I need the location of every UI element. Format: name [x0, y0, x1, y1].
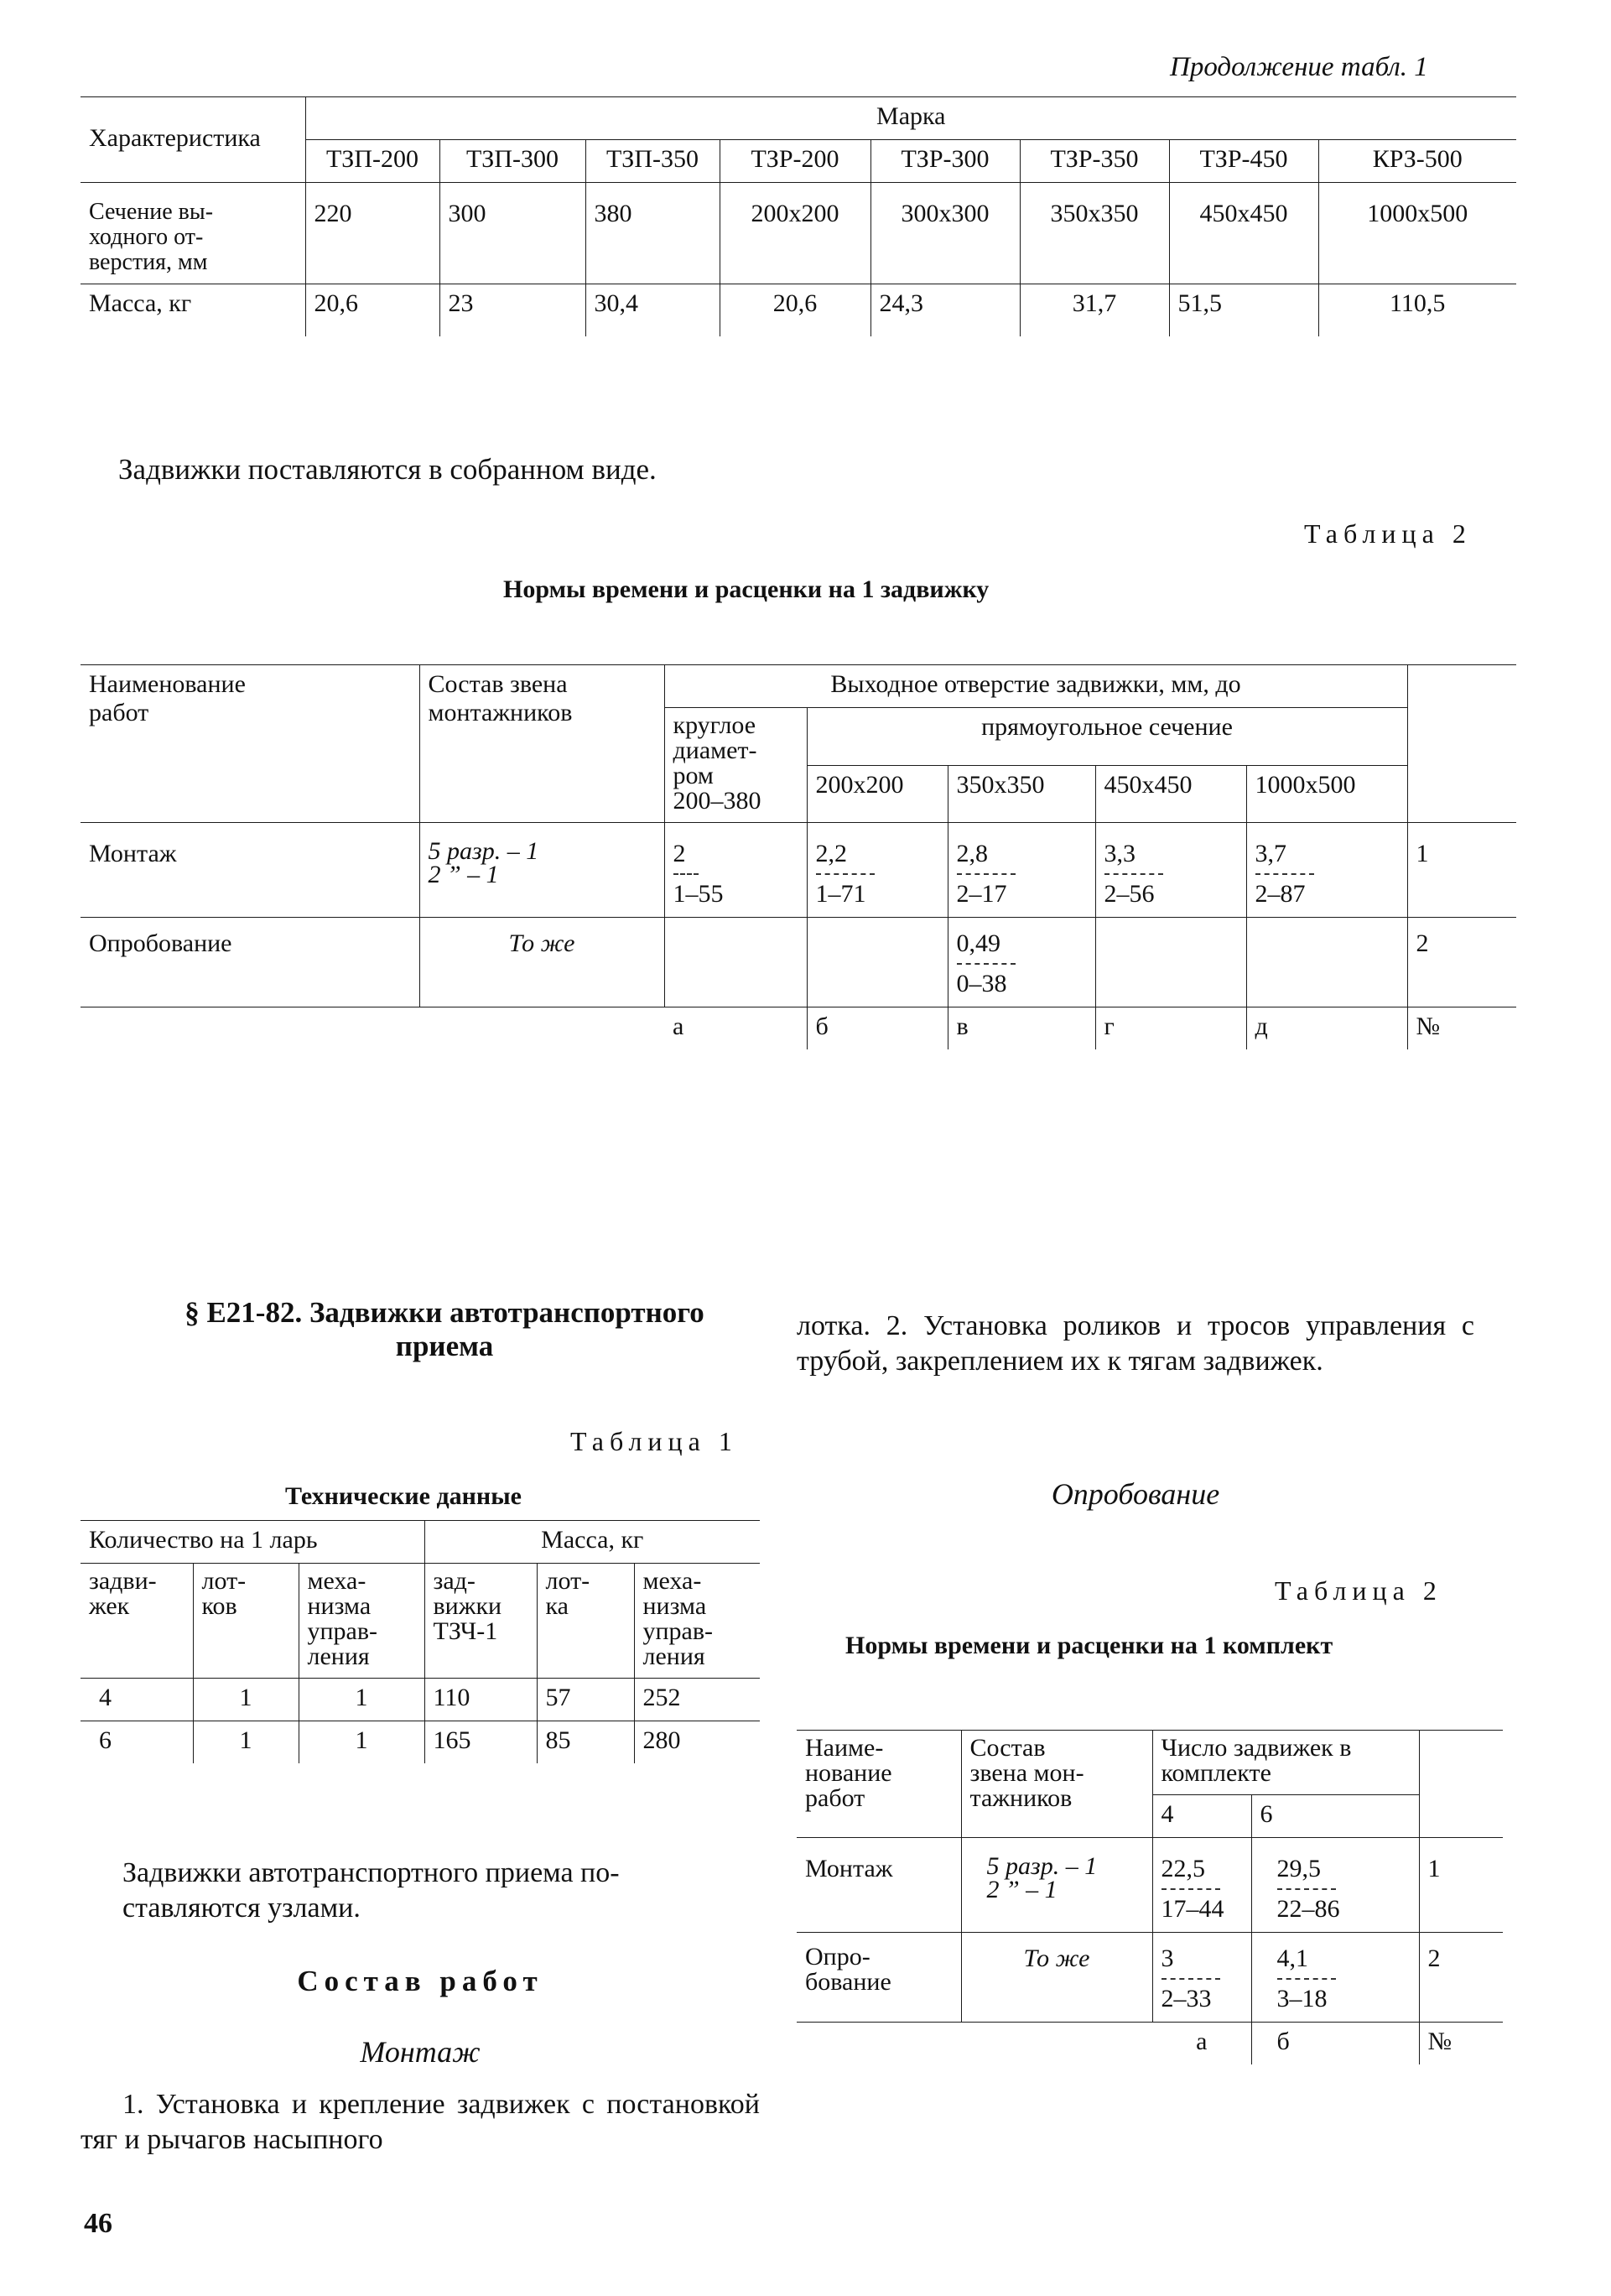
norm-rate: 1–55 — [673, 880, 724, 908]
col-letter: б — [1251, 2023, 1419, 2065]
table-cell: 110,5 — [1318, 284, 1516, 337]
norm-cell — [948, 918, 1095, 1007]
table-cell: 280 — [634, 1721, 760, 1764]
table-cell: 350x350 — [1020, 183, 1169, 284]
row-number: 2 — [1407, 918, 1516, 1007]
norm-cell — [1095, 918, 1246, 1007]
set-header-crew: Состав звена мон- тажников — [961, 1731, 1152, 1838]
table-cell: 252 — [634, 1679, 760, 1721]
delivery-note: Задвижки поставляются в собранном виде. — [118, 453, 657, 486]
tech-header-col: меха- низма управ- ления — [634, 1564, 760, 1679]
table-cell: 110 — [424, 1679, 537, 1721]
table-cell: 200x200 — [720, 183, 870, 284]
table-row — [797, 1838, 1503, 1933]
norm-time: 0,49 — [956, 929, 1000, 957]
mount-heading: Монтаж — [360, 2035, 481, 2069]
norm-cell — [1152, 1933, 1251, 2023]
norm-cell — [664, 918, 807, 1007]
brand-header: ТЗП-350 — [585, 140, 720, 183]
row-label: Масса, кг — [81, 284, 305, 337]
page-number: 46 — [84, 2208, 112, 2239]
row-crew: 5 разр. – 1 2 ” – 1 — [419, 823, 664, 918]
letter-blank — [797, 2023, 961, 2065]
table-cell: 85 — [537, 1721, 634, 1764]
set-header-work: Наиме- нование работ — [797, 1731, 961, 1838]
norm-time: 22,5 — [1161, 1855, 1205, 1882]
row-work: Монтаж — [81, 823, 419, 918]
norm-rate: 2–56 — [1104, 880, 1155, 908]
row-crew: 5 разр. – 1 2 ” – 1 — [961, 1838, 1152, 1933]
norm-time: 3 — [1161, 1945, 1174, 1972]
norm-time: 2,8 — [956, 840, 988, 867]
supply-note: Задвижки автотранспортного приема по- ставляются узлами. — [122, 1857, 620, 1924]
row-crew: То же — [961, 1933, 1152, 2023]
letter-blank — [961, 2023, 1152, 2065]
tech-header-col: лот- ков — [193, 1564, 299, 1679]
norm-rate: 17–44 — [1161, 1895, 1224, 1923]
table-row — [81, 918, 1516, 1007]
brand-header: ТЗП-300 — [439, 140, 585, 183]
norm-cell — [807, 823, 948, 918]
col-number-label: № — [1407, 1007, 1516, 1050]
table-cell: 23 — [439, 284, 585, 337]
norm-time: 3,3 — [1104, 840, 1135, 867]
tech-table — [81, 1520, 760, 1763]
norm-cell — [1246, 823, 1407, 918]
table2-caption-number: Таблица 2 — [1304, 518, 1472, 549]
table-cell: 220 — [305, 183, 439, 284]
norm-rate: 2–17 — [956, 880, 1007, 908]
brand-header: ТЗР-350 — [1020, 140, 1169, 183]
row-work: Опробование — [81, 918, 419, 1007]
tech-header-mass: Масса, кг — [424, 1521, 760, 1564]
letter-blank — [81, 1007, 419, 1050]
tech-header-col: задви- жек — [81, 1564, 193, 1679]
table-cell: 24,3 — [870, 284, 1020, 337]
row-number: 1 — [1419, 1838, 1503, 1933]
table-cell: 4 — [81, 1679, 193, 1721]
top-table-header-brand: Марка — [305, 97, 1516, 140]
table-cell: 380 — [585, 183, 720, 284]
table2-header-rect-col: 350x350 — [948, 765, 1095, 823]
table-cell: 300x300 — [870, 183, 1020, 284]
table-cell: 300 — [439, 183, 585, 284]
norm-rate: 22–86 — [1276, 1895, 1340, 1923]
works-heading: Состав работ — [297, 1965, 543, 1997]
table-cell: 30,4 — [585, 284, 720, 337]
norm-cell — [664, 823, 807, 918]
tech-table-caption-title: Технические данные — [285, 1482, 522, 1510]
table-cell: 1 — [193, 1679, 299, 1721]
mount-text: 1. Установка и крепление задвижек с постановкой тяг и рычагов насыпного — [81, 2089, 760, 2155]
col-letter: б — [807, 1007, 948, 1050]
top-table — [81, 96, 1516, 336]
norm-cell — [1246, 918, 1407, 1007]
row-label: Сечение вы- ходного от- верстия, мм — [81, 183, 305, 284]
norm-rate: 1–71 — [815, 880, 866, 908]
set-header-col: 4 — [1152, 1795, 1251, 1838]
col-letter: д — [1246, 1007, 1407, 1050]
table-cell: 20,6 — [305, 284, 439, 337]
col-letter: г — [1095, 1007, 1246, 1050]
table-row — [81, 183, 1516, 284]
row-work: Монтаж — [797, 1838, 961, 1933]
letter-blank — [419, 1007, 664, 1050]
norm-cell — [1095, 823, 1246, 918]
table-row — [81, 1679, 760, 1721]
table2-header-crew: Состав звена монтажников — [419, 665, 664, 823]
set-header-count: Число задвижек в комплекте — [1152, 1731, 1419, 1795]
norm-rate: 0–38 — [956, 970, 1007, 997]
table2-header-rect-col: 450x450 — [1095, 765, 1246, 823]
table-cell: 1 — [299, 1721, 424, 1764]
table-cell: 1000x500 — [1318, 183, 1516, 284]
row-number: 1 — [1407, 823, 1516, 918]
norm-cell — [1251, 1838, 1419, 1933]
table-cell: 31,7 — [1020, 284, 1169, 337]
brand-header: ТЗР-200 — [720, 140, 870, 183]
norm-time: 4,1 — [1276, 1945, 1308, 1972]
norm-time: 2,2 — [815, 840, 847, 867]
norm-cell — [948, 823, 1095, 918]
col-letter: а — [664, 1007, 807, 1050]
norm-rate: 2–87 — [1255, 880, 1306, 908]
table-row — [81, 284, 1516, 337]
right-text: лотка. 2. Установка роликов и тросов управления с трубой, закреплением их к тягам задвижек. — [797, 1310, 1474, 1377]
brand-header: ТЗР-300 — [870, 140, 1020, 183]
table2-caption-title: Нормы времени и расценки на 1 задвижку — [503, 575, 990, 603]
tech-header-col: зад- вижки ТЗЧ-1 — [424, 1564, 537, 1679]
top-table-header-characteristic: Характеристика — [81, 97, 305, 183]
brand-header: ТЗП-200 — [305, 140, 439, 183]
table2-header-rect-col: 200x200 — [807, 765, 948, 823]
table-cell: 51,5 — [1169, 284, 1318, 337]
set-header-col: 6 — [1251, 1795, 1419, 1838]
table2-header-outlet: Выходное отверстие задвижки, мм, до — [664, 665, 1407, 708]
table-cell: 57 — [537, 1679, 634, 1721]
norm-cell — [1152, 1838, 1251, 1933]
table2-header-blank — [1407, 665, 1516, 823]
tech-table-caption-number: Таблица 1 — [570, 1426, 738, 1456]
brand-header: КРЗ-500 — [1318, 140, 1516, 183]
t2-caption-number: Таблица 2 — [1275, 1575, 1442, 1606]
table-cell: 20,6 — [720, 284, 870, 337]
brand-header: ТЗР-450 — [1169, 140, 1318, 183]
table-cell: 1 — [299, 1679, 424, 1721]
table2-header-round: круглое диамет- ром 200–380 — [664, 708, 807, 823]
table2-header-work: Наименование работ — [81, 665, 419, 823]
row-number: 2 — [1419, 1933, 1503, 2023]
table-cell: 450x450 — [1169, 183, 1318, 284]
continuation-label: Продолжение табл. 1 — [1170, 52, 1428, 82]
norm-time: 2 — [673, 840, 686, 867]
test-heading: Опробование — [1051, 1477, 1220, 1511]
table-cell: 165 — [424, 1721, 537, 1764]
row-crew: То же — [419, 918, 664, 1007]
table-cell: 6 — [81, 1721, 193, 1764]
set-table — [797, 1730, 1503, 2064]
col-letter: в — [948, 1007, 1095, 1050]
table2-header-rect: прямоугольное сечение — [807, 708, 1407, 766]
col-number-label: № — [1419, 2023, 1503, 2065]
table-cell: 1 — [193, 1721, 299, 1764]
row-work: Опро- бование — [797, 1933, 961, 2023]
tech-header-col: лот- ка — [537, 1564, 634, 1679]
norm-time: 3,7 — [1255, 840, 1286, 867]
table2 — [81, 664, 1516, 1049]
norm-time: 29,5 — [1276, 1855, 1321, 1882]
norm-rate: 2–33 — [1161, 1985, 1212, 2012]
norm-cell — [1251, 1933, 1419, 2023]
set-header-blank — [1419, 1731, 1503, 1838]
tech-header-quantity: Количество на 1 ларь — [81, 1521, 424, 1564]
norm-cell — [807, 918, 948, 1007]
table-row — [81, 1721, 760, 1764]
norm-rate: 3–18 — [1276, 1985, 1328, 2012]
col-letter: а — [1152, 2023, 1251, 2065]
table2-header-rect-col: 1000x500 — [1246, 765, 1407, 823]
t2-caption-title: Нормы времени и расценки на 1 комплект — [845, 1632, 1333, 1659]
tech-header-col: меха- низма управ- ления — [299, 1564, 424, 1679]
section-title: § Е21-82. Задвижки автотранспортного приема — [184, 1296, 704, 1362]
table-row — [81, 823, 1516, 918]
table-row — [797, 1933, 1503, 2023]
